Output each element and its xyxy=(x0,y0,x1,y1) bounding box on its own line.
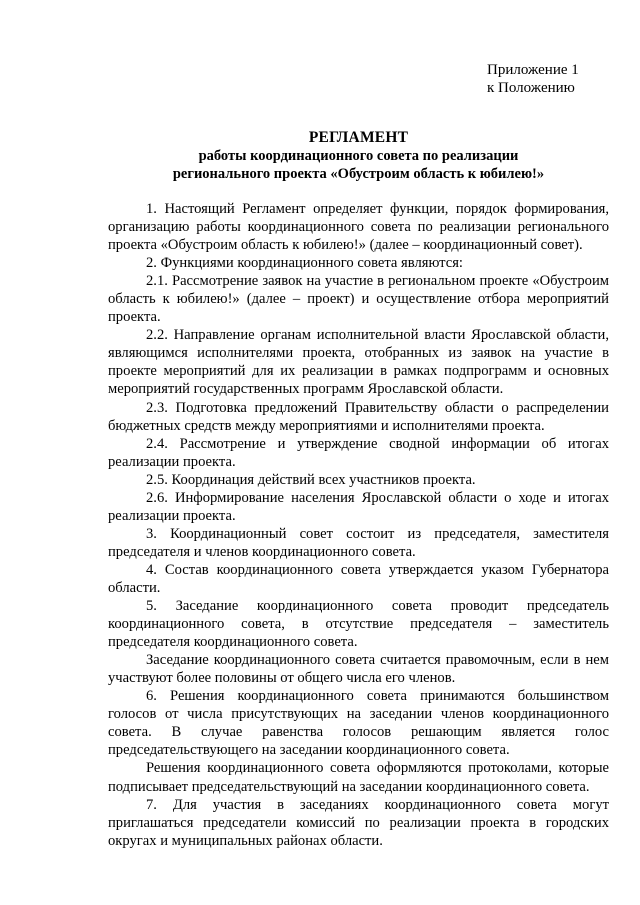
paragraph-3: 3. Координационный совет состоит из председателя, заместителя председателя и членов координационного совета. xyxy=(108,525,609,560)
document-title-block xyxy=(108,129,609,183)
paragraph-2-2: 2.2. Направление органам исполнительной власти Ярославской области, являющимся исполнителями проекта, отобранных из заявок на участие в проекте мероприятий для их реализации в рамках подпрограмм и основных мероприятий государственных программ Ярославской области. xyxy=(108,327,609,398)
paragraph-2-1: 2.1. Рассмотрение заявок на участие в региональном проекте «Обустроим область к юбилею!» (далее – проект) и осуществление отбора мероприятий проекта. xyxy=(108,273,609,326)
paragraph-2-4: 2.4. Рассмотрение и утверждение сводной информации об итогах реализации проекта. xyxy=(108,435,609,470)
appendix-note xyxy=(487,61,579,97)
paragraph-6-protocols: Решения координационного совета оформляются протоколами, которые подписывает председательствующий на заседании координационного совета. xyxy=(108,760,609,795)
paragraph-6: 6. Решения координационного совета принимаются большинством голосов от числа присутствующих на заседании членов координационного совета. В случае равенства голосов решающим является голос председательствующего на заседании координационного совета. xyxy=(108,688,609,759)
appendix-line-2: к Положению xyxy=(487,80,575,96)
paragraph-1: 1. Настоящий Регламент определяет функции, порядок формирования, организацию работы координационного совета по реализации регионального проекта «Обустроим область к юбилею!» (далее – координационный совет). xyxy=(108,201,609,254)
document-subtitle-line-2: регионального проекта «Обустроим область к юбилею!» xyxy=(172,166,545,182)
paragraph-4: 4. Состав координационного совета утверждается указом Губернатора области. xyxy=(108,561,609,596)
paragraph-2-6: 2.6. Информирование населения Ярославской области о ходе и итогах реализации проекта. xyxy=(108,489,609,524)
paragraph-2: 2. Функциями координационного совета являются: xyxy=(146,255,463,272)
paragraph-5-quorum: Заседание координационного совета считается правомочным, если в нем участвуют более половины от общего числа его членов. xyxy=(108,652,609,687)
paragraph-7: 7. Для участия в заседаниях координационного совета могут приглашаться председатели комиссий по реализации проекта в городских округах и муниципальных районах области. xyxy=(108,796,609,849)
document-subtitle-line-1: работы координационного совета по реализации xyxy=(198,148,519,164)
paragraph-5: 5. Заседание координационного совета проводит председатель координационного совета, в отсутствие председателя – заместитель председателя координационного совета. xyxy=(108,598,609,651)
paragraph-2-3: 2.3. Подготовка предложений Правительству области о распределении бюджетных средств между мероприятиями и исполнителями проекта. xyxy=(108,399,609,434)
appendix-line-1: Приложение 1 xyxy=(487,62,579,78)
paragraph-2-5: 2.5. Координация действий всех участников проекта. xyxy=(146,471,476,488)
document-body xyxy=(108,200,609,850)
document-title: РЕГЛАМЕНТ xyxy=(308,129,409,146)
